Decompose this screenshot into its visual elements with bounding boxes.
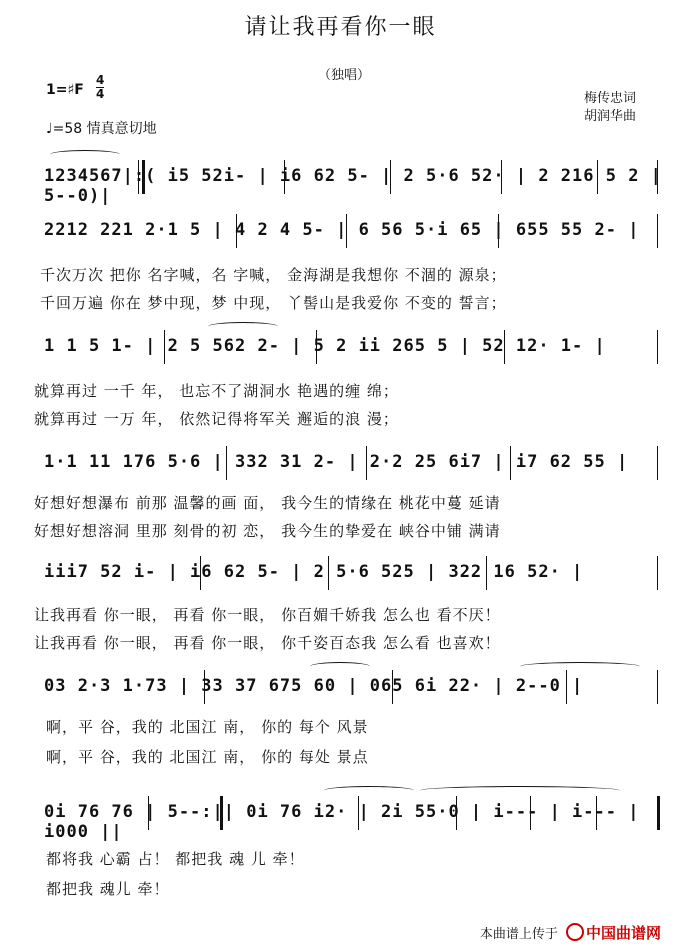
lyric-line-1: 千次万次 把你 名字喊，名 字喊， 金海湖是我想你 不涸的 源泉； — [40, 266, 507, 284]
staff-line-7 — [40, 796, 662, 842]
slur — [520, 662, 640, 671]
footer-text: 本曲谱上传于 — [479, 927, 558, 942]
logo-text: 中国曲谱网 — [585, 924, 661, 942]
song-title: 请让我再看你一眼 — [244, 15, 437, 40]
slur — [310, 662, 370, 671]
bar-line — [657, 214, 658, 248]
bar-line — [657, 670, 658, 704]
tuplet-slur — [50, 150, 120, 159]
notes-staff-7: 0i 76 76 | 5--:|| 0i 76 i2· | 2i 55·0 | i--- | i--- | i000 || — [44, 802, 640, 842]
lyric-line-9: 啊，平 谷，我的 北国江 南， 你的 每个 风景 — [46, 718, 369, 736]
lyric-line-12: 都把我 魂儿 牵！ — [46, 880, 170, 898]
time-sig-bottom: 4 — [96, 87, 105, 101]
upload-footer — [480, 922, 661, 943]
notes-staff-1: 1234567|:( i5 52i- | i6 62 5- | 2 5·6 52· | 2 216 5 2 | 5--0)| — [44, 166, 662, 206]
staff-line-2 — [40, 214, 662, 248]
time-sig-top: 4 — [96, 73, 105, 87]
notes-staff-6: 03 2·3 1·73 | 33 37 675 60 | 065 6i 22· | 2--0 | — [44, 676, 584, 696]
notes-staff-3: 1 1 5 1- | 2 5 562 2- | 5 2 ii 265 5 | 52 12· 1- | — [44, 336, 606, 356]
notes-staff-4: 1·1 11 176 5·6 | 332 31 2- | 2·2 25 6i7 | i7 62 55 | — [44, 452, 629, 472]
lyric-line-2: 千回万遍 你在 梦中现，梦 中现， 丫髻山是我爱你 不变的 誓言； — [40, 294, 507, 312]
staff-line-4 — [40, 446, 662, 480]
staff-line-3 — [40, 330, 662, 364]
site-logo[interactable] — [566, 922, 661, 943]
subtitle: （独唱） — [318, 68, 371, 83]
tempo-marking: ♩=58 情真意切地 — [46, 121, 157, 137]
key-signature: 1=♯F — [46, 82, 84, 98]
lyric-line-10: 啊，平 谷，我的 北国江 南， 你的 每处 景点 — [46, 748, 369, 766]
staff-line-5 — [40, 556, 662, 590]
lyric-line-3: 就算再过 一千 年， 也忘不了湖洞水 艳遇的缠 绵； — [34, 382, 399, 400]
bar-line — [657, 556, 658, 590]
notes-staff-2: 2212 221 2·1 5 | 4 2 4 5- | 6 56 5·i 65 | 655 55 2- | — [44, 220, 640, 240]
time-signature — [96, 74, 104, 101]
slur — [324, 786, 414, 795]
staff-line-6 — [40, 670, 662, 704]
logo-icon — [566, 923, 584, 941]
bar-line — [657, 330, 658, 364]
composer-credit: 胡润华曲 — [584, 109, 637, 124]
staff-line-1 — [40, 160, 662, 206]
lyric-line-11: 都将我 心霸 占！ 都把我 魂 儿 牵！ — [46, 850, 305, 868]
lyric-line-7: 让我再看 你一眼， 再看 你一眼， 你百媚千娇我 怎么也 看不厌！ — [34, 606, 501, 624]
slur — [208, 322, 278, 331]
lyric-line-4: 就算再过 一万 年， 依然记得将军关 邂逅的浪 漫； — [34, 410, 399, 428]
lyric-line-6: 好想好想溶洞 里那 刻骨的初 恋， 我今生的挚爱在 峡谷中铺 满请 — [34, 522, 501, 540]
lyric-line-8: 让我再看 你一眼， 再看 你一眼， 你千姿百态我 怎么看 也喜欢！ — [34, 634, 501, 652]
bar-line — [657, 446, 658, 480]
lyricist-credit: 梅传忠词 — [584, 91, 637, 106]
tie — [420, 786, 620, 795]
notes-staff-5: iii7 52 i- | i6 62 5- | 2 5·6 525 | 322 16 52· | — [44, 562, 584, 582]
lyric-line-5: 好想好想瀑布 前那 温馨的画 面， 我今生的情缘在 桃花中蔓 延请 — [34, 494, 501, 512]
